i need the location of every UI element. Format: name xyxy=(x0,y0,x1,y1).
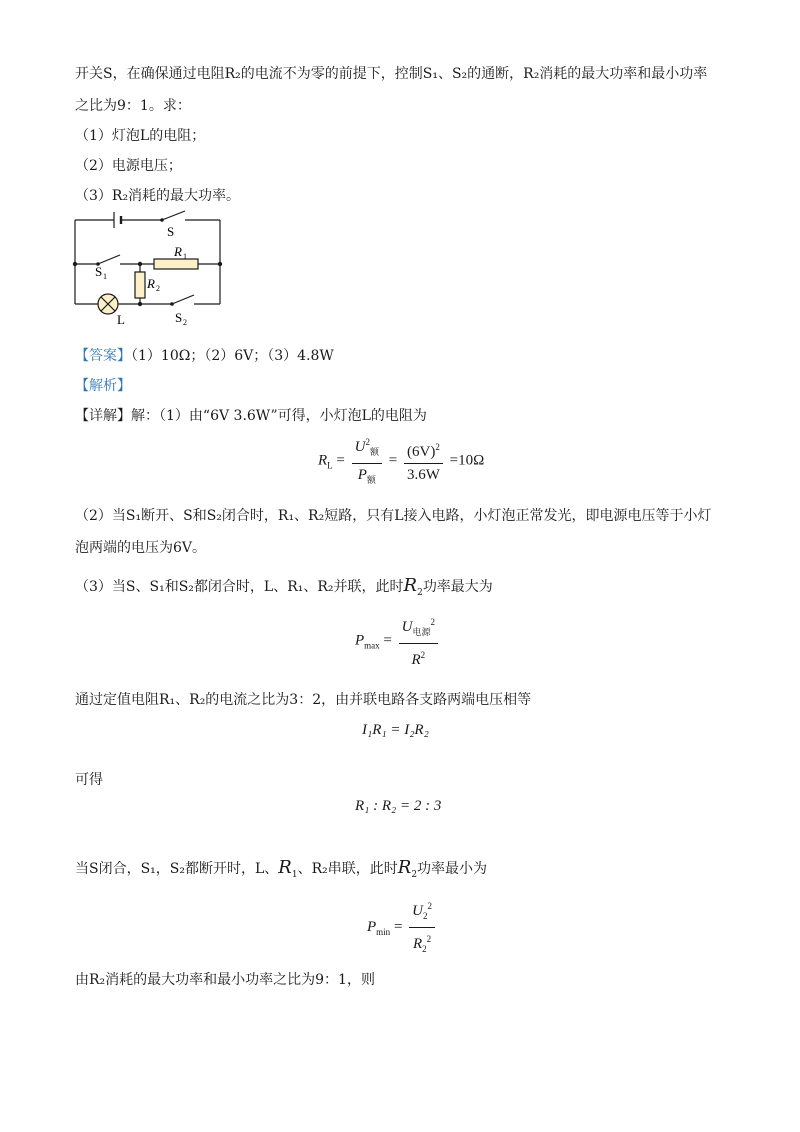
equation-lamp-resistance: $R_L$ = $\frac{U^2_额}{P_额}$ = $\frac{(6V)^2}{3.6W}$ =10Ω xyxy=(318,432,484,490)
fraction-values: $\frac{(6V)^2}{3.6W}$ xyxy=(404,437,443,485)
switch-s2-blade xyxy=(172,295,194,304)
label-r1: R xyxy=(174,244,182,259)
answer-tag: 【答案】 xyxy=(75,348,131,364)
label-r1-sub: 1 xyxy=(183,252,187,261)
resistor-r2 xyxy=(135,272,145,298)
problem-line-1: 开关S，在确保通过电阻R₂的电流不为零的前提下，控制S₁、S₂的通断，R₂消耗的最大功率和最小功率 xyxy=(75,66,708,82)
circuit-diagram xyxy=(70,208,230,328)
analysis-tag: 【解析】 xyxy=(75,378,131,394)
question-1: （1）灯泡L的电阻； xyxy=(75,128,206,144)
resistor-r1 xyxy=(154,259,198,269)
equation-pmin: $P_{min}$ = $\frac{U_2^2}{R_2^2}$ xyxy=(367,896,438,959)
switch-s-blade xyxy=(162,211,185,220)
label-s1-sub: 1 xyxy=(103,272,107,281)
label-s2: S xyxy=(175,310,183,325)
label-s: S xyxy=(167,224,175,239)
part2-line-1: （2）当S₁断开、S和S₂闭合时，R₁、R₂短路，只有L接入电路，小灯泡正常发光，即电源电压等于小灯 xyxy=(75,508,712,524)
part3-series-line: 当S闭合，S₁，S₂都断开时，L、$R_1$、R₂串联，此时$R_2$功率最小为 xyxy=(75,857,488,880)
part3-line: （3）当S、S₁和S₂都闭合时，L、R₁、R₂并联，此时$R_2$功率最大为 xyxy=(75,575,493,598)
label-l: L xyxy=(117,312,125,327)
problem-line-2: 之比为9：1。求： xyxy=(75,98,191,114)
equation-pmax: $P_{max}$ = $\frac{U_{电源}^2}{R^2}$ xyxy=(355,612,441,670)
equation-resistance-ratio: R₁ : R₂ = 2 : 3 xyxy=(355,798,442,814)
analysis-line xyxy=(75,376,131,396)
answer-line xyxy=(75,346,334,366)
final-ratio-line: 由R₂消耗的最大功率和最小功率之比为9：1，则 xyxy=(75,972,375,988)
part3-current-ratio: 通过定值电阻R₁、R₂的电流之比为3：2，由并联电路各支路两端电压相等 xyxy=(75,692,532,708)
fraction-rated: $\frac{U^2_额}{P_额}$ xyxy=(352,432,382,490)
answer-text: （1）10Ω；（2）6V；（3）4.8W xyxy=(131,348,334,364)
label-r2: R xyxy=(147,276,155,291)
question-2: （2）电源电压； xyxy=(75,158,182,174)
equation-voltage-equal: I₁R₁ = I₂R₂ xyxy=(362,722,429,738)
label-s1: S xyxy=(95,264,103,279)
label-s2-sub: 2 xyxy=(183,318,187,327)
switch-s1-blade xyxy=(98,255,120,264)
detail-line: 【详解】解：（1）由“6V 3.6W”可得，小灯泡L的电阻为 xyxy=(75,408,427,424)
can-get-line: 可得 xyxy=(75,772,103,788)
part2-line-2: 泡两端的电压为6V。 xyxy=(75,540,207,556)
label-r2-sub: 2 xyxy=(156,284,160,293)
question-3: （3）R₂消耗的最大功率。 xyxy=(75,188,241,204)
